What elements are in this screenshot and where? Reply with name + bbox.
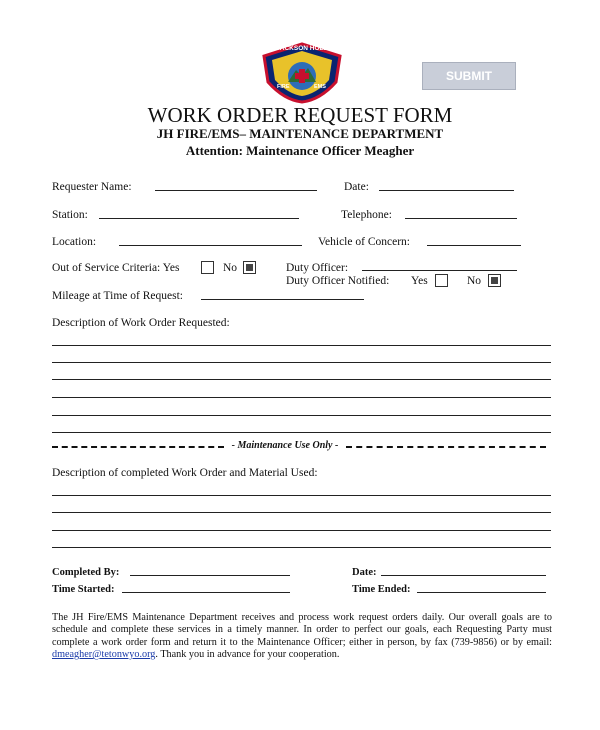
- logo-right-text: EMS: [314, 84, 326, 90]
- attention-line: Attention: Maintenance Officer Meagher: [185, 143, 415, 158]
- maintenance-use-only-label: - Maintenance Use Only -: [231, 440, 339, 451]
- description-line[interactable]: [52, 345, 551, 346]
- completed-description-line[interactable]: [52, 530, 551, 531]
- department-subtitle: JH FIRE/EMS– MAINTENANCE DEPARTMENT: [156, 126, 444, 141]
- time-ended-field[interactable]: [417, 592, 546, 593]
- date-field[interactable]: [379, 190, 514, 191]
- completed-by-label: Completed By:: [52, 567, 120, 578]
- duty-officer-field[interactable]: [362, 270, 517, 271]
- completed-date-label: Date:: [352, 567, 377, 578]
- description-line[interactable]: [52, 432, 551, 433]
- completed-description-line[interactable]: [52, 495, 551, 496]
- email-link[interactable]: dmeagher@tetonwyo.org: [52, 648, 156, 660]
- oos-yes-checkbox[interactable]: [201, 261, 214, 274]
- requester-name-label: Requester Name:: [52, 181, 132, 193]
- submit-button[interactable]: SUBMIT: [422, 62, 516, 90]
- oos-no-checkbox[interactable]: [243, 261, 256, 274]
- form-title: WORK ORDER REQUEST FORM: [147, 103, 453, 127]
- description-line[interactable]: [52, 397, 551, 398]
- duty-notified-label: Duty Officer Notified:: [286, 275, 390, 287]
- notified-no-checkbox[interactable]: [488, 274, 501, 287]
- station-label: Station:: [52, 209, 88, 221]
- time-started-field[interactable]: [122, 592, 290, 593]
- maintenance-divider-right: [346, 446, 546, 448]
- description-line[interactable]: [52, 362, 551, 363]
- footer-note: The JH Fire/EMS Maintenance Department receives and process work request orders daily. Our overall goals are to schedule and complete these services in a timely manner. In order to perfect our goals, each Requesting Party must complete a work order form and return it to the Maintenance Officer; either in person, by fax (739-9856) or by email: dmeagher@tetonwyo.org. Thank you in advance for your cooperation.: [52, 612, 552, 660]
- vehicle-field[interactable]: [427, 245, 521, 246]
- maintenance-divider-left: [52, 446, 224, 448]
- telephone-field[interactable]: [405, 218, 517, 219]
- time-started-label: Time Started:: [52, 584, 115, 595]
- duty-officer-label: Duty Officer:: [286, 262, 349, 274]
- notified-no-label: No: [467, 275, 482, 287]
- logo-left-text: FIRE: [277, 84, 290, 90]
- logo-top-text: JACKSON HOLE: [276, 45, 328, 52]
- oos-criteria-label: Out of Service Criteria: Yes: [52, 262, 180, 274]
- time-ended-label: Time Ended:: [352, 584, 411, 595]
- mileage-label: Mileage at Time of Request:: [52, 290, 183, 302]
- description-label: Description of Work Order Requested:: [52, 317, 230, 329]
- description-line[interactable]: [52, 415, 551, 416]
- notified-yes-label: Yes: [411, 275, 428, 287]
- station-field[interactable]: [99, 218, 299, 219]
- description-line[interactable]: [52, 379, 551, 380]
- oos-no-label: No: [223, 262, 238, 274]
- vehicle-label: Vehicle of Concern:: [318, 236, 410, 248]
- requester-name-field[interactable]: [155, 190, 317, 191]
- completed-description-line[interactable]: [52, 547, 551, 548]
- completed-description-line[interactable]: [52, 512, 551, 513]
- telephone-label: Telephone:: [341, 209, 392, 221]
- mileage-field[interactable]: [201, 299, 364, 300]
- location-field[interactable]: [119, 245, 302, 246]
- completed-date-field[interactable]: [381, 575, 546, 576]
- completed-by-field[interactable]: [130, 575, 290, 576]
- date-label: Date:: [344, 181, 369, 193]
- department-logo: [258, 42, 346, 104]
- location-label: Location:: [52, 236, 97, 248]
- notified-yes-checkbox[interactable]: [435, 274, 448, 287]
- completed-description-label: Description of completed Work Order and Material Used:: [52, 467, 318, 479]
